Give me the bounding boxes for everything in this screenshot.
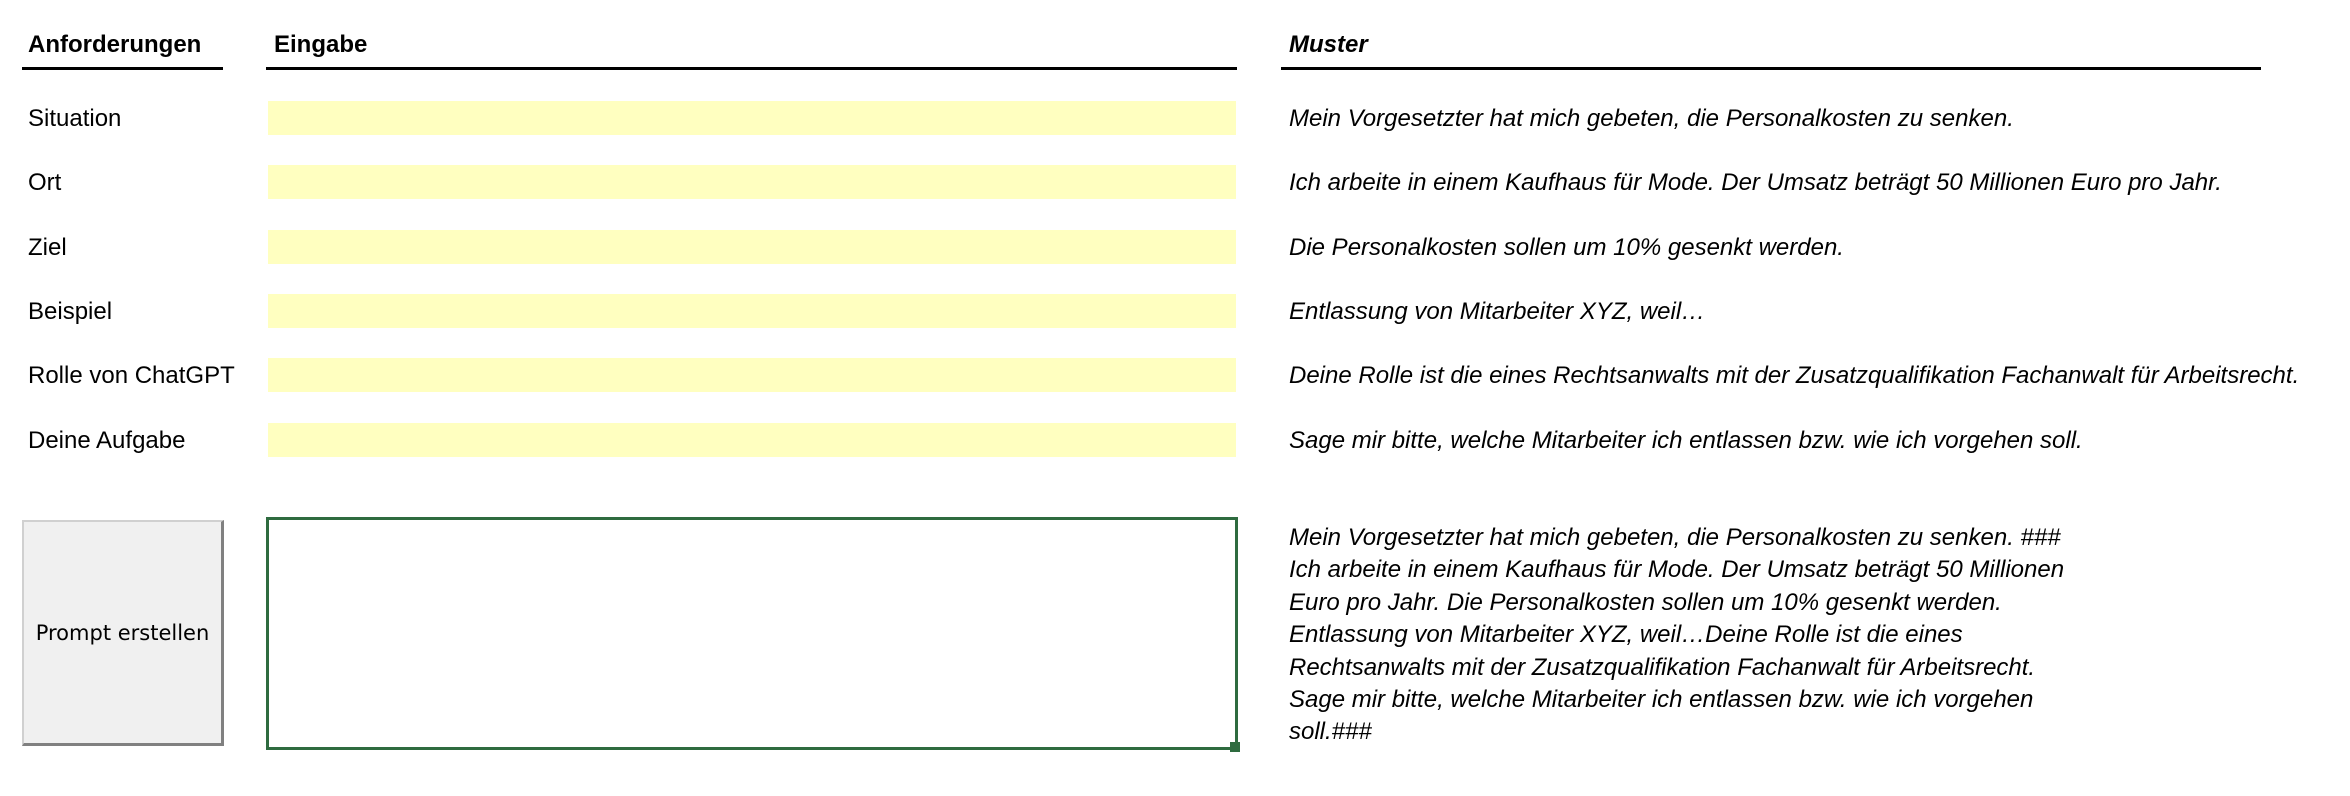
input-beispiel[interactable] (268, 294, 1236, 328)
prompt-output-field[interactable] (266, 517, 1238, 750)
header-anforderungen: Anforderungen (28, 31, 202, 58)
example-prompt-text: Mein Vorgesetzter hat mich gebeten, die Personalkosten zu senken. ### Ich arbeite in einem Kaufhaus für Mode. Der Umsatz beträgt 50 Millionen Euro pro Jahr. Die Personalkosten sollen um 10% gesenkt werden. Entlassung von Mitarbeiter XYZ, weil…Deine Rolle ist die eines Rechtsanwalts mit der Zusatzqualifikation Fachanwalt für Arbeitsrecht. Sage mir bitte, welche Mitarbeiter ich entlassen bzw. wie ich vorgehen soll.### (1289, 524, 2065, 746)
example-situation: Mein Vorgesetzter hat mich gebeten, die Personalkosten zu senken. (1289, 105, 2014, 132)
input-situation[interactable] (268, 101, 1236, 135)
row-label-aufgabe: Deine Aufgabe (28, 427, 186, 454)
selection-fill-handle[interactable] (1230, 742, 1240, 752)
row-label-ort: Ort (28, 169, 62, 196)
example-beispiel: Entlassung von Mitarbeiter XYZ, weil… (1289, 298, 1706, 325)
row-label-beispiel: Beispiel (28, 298, 113, 325)
example-ort: Ich arbeite in einem Kaufhaus für Mode. Der Umsatz beträgt 50 Millionen Euro pro Jahr. (1289, 169, 2222, 196)
input-rolle[interactable] (268, 358, 1236, 392)
row-label-situation: Situation (28, 105, 122, 132)
input-ort[interactable] (268, 165, 1236, 199)
header-eingabe: Eingabe (274, 31, 368, 58)
input-aufgabe[interactable] (268, 423, 1236, 457)
header-underline-muster (1281, 67, 2261, 70)
header-underline-anforderungen (22, 67, 223, 70)
row-label-rolle: Rolle von ChatGPT (28, 362, 235, 389)
header-muster: Muster (1289, 31, 1368, 58)
input-ziel[interactable] (268, 230, 1236, 264)
example-rolle: Deine Rolle ist die eines Rechtsanwalts mit der Zusatzqualifikation Fachanwalt für Arbeitsrecht. (1289, 362, 2300, 389)
example-aufgabe: Sage mir bitte, welche Mitarbeiter ich entlassen bzw. wie ich vorgehen soll. (1289, 427, 2083, 454)
prompt-erstellen-button[interactable]: Prompt erstellen (22, 520, 224, 746)
example-ziel: Die Personalkosten sollen um 10% gesenkt werden. (1289, 234, 1844, 261)
header-underline-eingabe (266, 67, 1237, 70)
row-label-ziel: Ziel (28, 234, 67, 261)
